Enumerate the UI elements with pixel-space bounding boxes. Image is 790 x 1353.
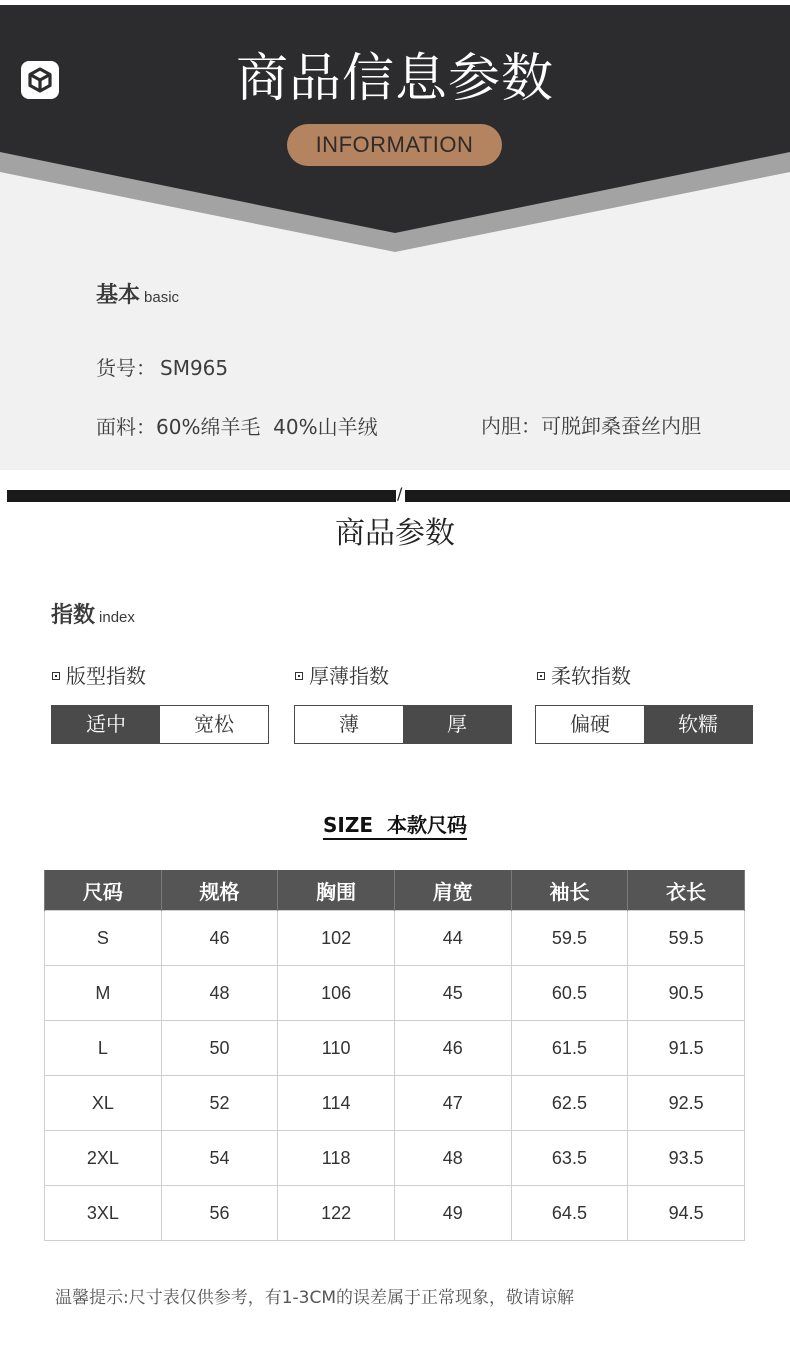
table-row xyxy=(45,1186,745,1241)
params-title: 商品参数 xyxy=(335,516,455,551)
table-cell: 114 xyxy=(278,1076,395,1131)
table-cell: 122 xyxy=(278,1186,395,1241)
table-cell: XL xyxy=(45,1076,162,1131)
table-cell: 48 xyxy=(161,966,278,1021)
square-bullet-icon xyxy=(295,672,303,680)
header-shoulder: 肩宽 xyxy=(394,870,511,911)
basic-section-title xyxy=(96,281,179,313)
size-table-body xyxy=(45,911,745,1241)
table-cell: 92.5 xyxy=(628,1076,745,1131)
table-cell: 64.5 xyxy=(511,1186,628,1241)
table-row xyxy=(45,1076,745,1131)
information-pill: INFORMATION xyxy=(287,124,502,166)
header-chest: 胸围 xyxy=(278,870,395,911)
table-cell: M xyxy=(45,966,162,1021)
table-cell: 63.5 xyxy=(511,1131,628,1186)
index-title: 指数 xyxy=(51,603,96,628)
table-cell: 106 xyxy=(278,966,395,1021)
table-cell: 59.5 xyxy=(628,911,745,966)
size-table-header-row xyxy=(45,870,745,911)
top-edge xyxy=(0,0,790,5)
thickness-option-thick: 厚 xyxy=(403,706,511,743)
thickness-index-selector xyxy=(294,705,512,744)
fabric-label: 面料： xyxy=(96,415,156,439)
table-cell: L xyxy=(45,1021,162,1076)
table-cell: 56 xyxy=(161,1186,278,1241)
softness-index-selector xyxy=(535,705,753,744)
fit-option-regular: 适中 xyxy=(52,706,160,743)
item-number-line xyxy=(96,353,228,383)
table-cell: 46 xyxy=(161,911,278,966)
table-cell: 52 xyxy=(161,1076,278,1131)
fabric-line xyxy=(96,412,378,442)
table-cell: 44 xyxy=(394,911,511,966)
table-cell: S xyxy=(45,911,162,966)
softness-option-soft: 软糯 xyxy=(644,706,752,743)
table-cell: 102 xyxy=(278,911,395,966)
thickness-option-thin: 薄 xyxy=(295,706,403,743)
size-chart-title-text: SIZE 本款尺码 xyxy=(323,813,467,840)
item-number-label: 货号： xyxy=(96,356,156,380)
table-cell: 93.5 xyxy=(628,1131,745,1186)
lining-value: 可脱卸桑蚕丝内胆 xyxy=(541,414,701,438)
table-cell: 47 xyxy=(394,1076,511,1131)
header-spec: 规格 xyxy=(161,870,278,911)
divider-bar-left xyxy=(7,490,396,502)
basic-title: 基本 xyxy=(96,283,141,308)
square-bullet-icon xyxy=(52,672,60,680)
fabric-value: 60%绵羊毛 40%山羊绒 xyxy=(156,415,378,439)
table-cell: 59.5 xyxy=(511,911,628,966)
table-row xyxy=(45,1131,745,1186)
table-cell: 2XL xyxy=(45,1131,162,1186)
size-table xyxy=(44,870,745,1241)
table-row xyxy=(45,1021,745,1076)
lining-label: 内胆： xyxy=(481,414,541,438)
table-row xyxy=(45,911,745,966)
thickness-index-text: 厚薄指数 xyxy=(309,664,389,688)
item-number-value: SM965 xyxy=(160,356,229,380)
softness-index-label xyxy=(537,662,631,690)
size-note: 温馨提示:尺寸表仅供参考，有1-3CM的误差属于正常现象，敬请谅解 xyxy=(55,1288,575,1308)
table-cell: 91.5 xyxy=(628,1021,745,1076)
table-cell: 61.5 xyxy=(511,1021,628,1076)
size-chart-title xyxy=(0,810,790,840)
divider-bar-right xyxy=(405,490,790,502)
table-cell: 50 xyxy=(161,1021,278,1076)
fit-option-loose: 宽松 xyxy=(160,706,268,743)
table-cell: 45 xyxy=(394,966,511,1021)
softness-index-text: 柔软指数 xyxy=(551,664,631,688)
table-cell: 46 xyxy=(394,1021,511,1076)
header-size: 尺码 xyxy=(45,870,162,911)
table-cell: 118 xyxy=(278,1131,395,1186)
index-section-title xyxy=(51,601,135,633)
table-cell: 110 xyxy=(278,1021,395,1076)
fit-index-text: 版型指数 xyxy=(66,664,146,688)
table-cell: 60.5 xyxy=(511,966,628,1021)
table-row xyxy=(45,966,745,1021)
fit-index-label xyxy=(52,662,146,690)
header-sleeve: 袖长 xyxy=(511,870,628,911)
table-cell: 3XL xyxy=(45,1186,162,1241)
basic-subtitle: basic xyxy=(144,289,180,306)
softness-option-stiff: 偏硬 xyxy=(536,706,644,743)
thickness-index-label xyxy=(295,662,389,690)
table-cell: 49 xyxy=(394,1186,511,1241)
table-cell: 54 xyxy=(161,1131,278,1186)
fit-index-selector xyxy=(51,705,269,744)
table-cell: 48 xyxy=(394,1131,511,1186)
table-cell: 62.5 xyxy=(511,1076,628,1131)
page-title: 商品信息参数 xyxy=(235,49,554,109)
index-subtitle: index xyxy=(99,609,135,626)
header-length: 衣长 xyxy=(628,870,745,911)
divider-slash: / xyxy=(397,484,403,503)
lining-line xyxy=(481,411,701,441)
table-cell: 90.5 xyxy=(628,966,745,1021)
square-bullet-icon xyxy=(537,672,545,680)
table-cell: 94.5 xyxy=(628,1186,745,1241)
